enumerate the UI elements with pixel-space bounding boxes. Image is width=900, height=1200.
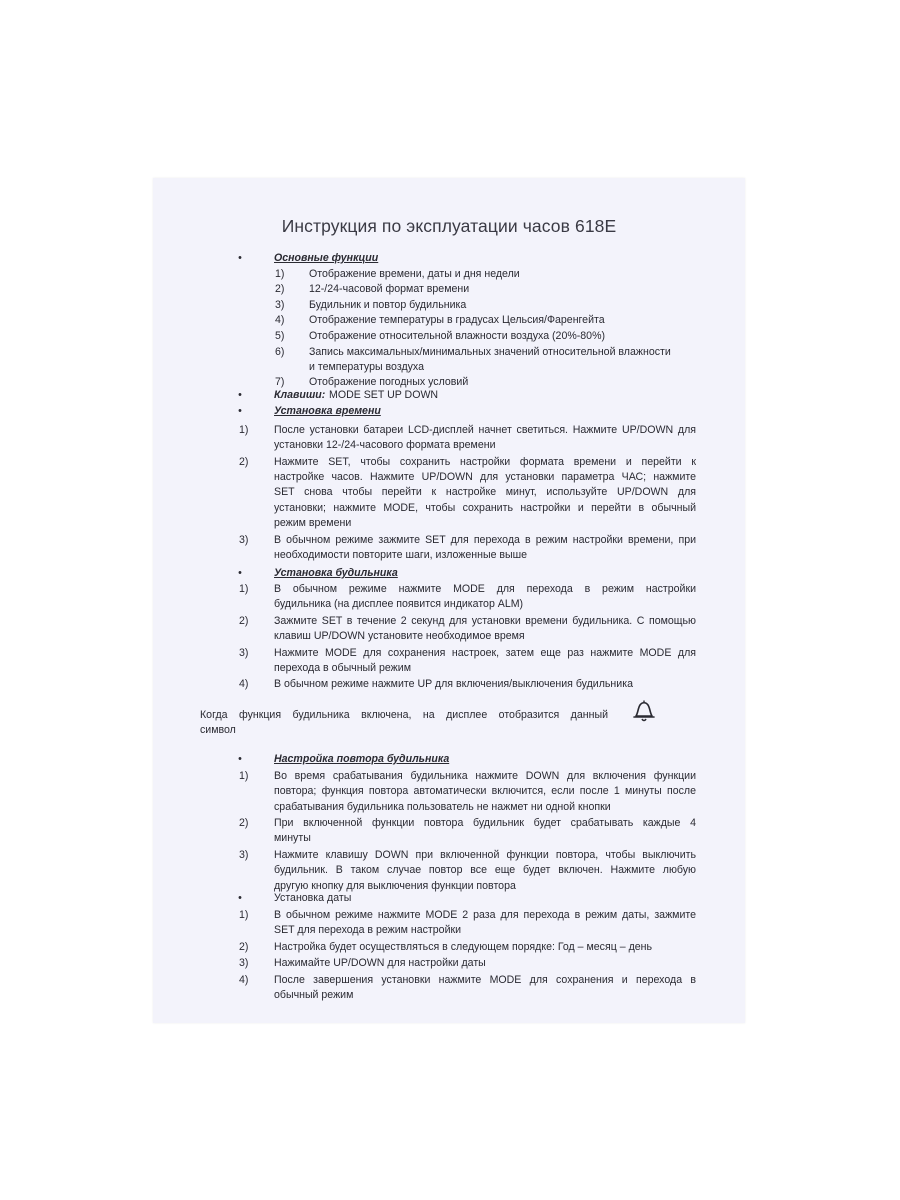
item-text: Отображение относительной влажности воздуха (20%-80%)	[309, 329, 606, 342]
item-text: SET снова чтобы перейти к настройке минут, используйте UP/DOWN для	[274, 486, 696, 499]
item-text: Отображение погодных условий	[309, 376, 469, 389]
item-text: клавиш UP/DOWN установите необходимое время	[274, 630, 525, 643]
item-number: 2)	[239, 614, 249, 627]
item-number: 2)	[275, 283, 285, 296]
item-number: 1)	[239, 583, 249, 595]
item-number: 3)	[239, 848, 249, 861]
item-number: 4)	[239, 973, 249, 986]
bullet-icon: •	[238, 567, 242, 579]
item-text: Во время срабатывания будильника нажмите DOWN для включения функции	[274, 770, 696, 782]
item-text: 12-/24-часовой формат времени	[309, 283, 470, 296]
bullet-icon: •	[238, 405, 242, 417]
item-text: В обычном режиме нажмите MODE для перехода в режим настройки	[274, 583, 696, 595]
item-text: установки; нажмите MODE, чтобы сохранить настройки и перейти в обычный	[274, 501, 696, 514]
item-text: Нажимайте UP/DOWN для настройки даты	[274, 957, 486, 970]
item-text: SET для перехода в режим настройки	[274, 924, 462, 937]
item-text: В обычном режиме нажмите UP для включения/выключения будильника	[274, 678, 633, 691]
item-text: Будильник и повтор будильника	[309, 298, 467, 311]
alarm-note-text: Когда функция будильника включена, на дисплее отобразится данный	[200, 709, 608, 721]
item-text: В обычном режиме зажмите SET для перехода в режим настройки времени, при	[274, 533, 696, 546]
item-text: будильник. В таком случае повтор все еще будет включен. Нажмите любую	[274, 864, 696, 877]
item-text: Запись максимальных/минимальных значений относительной влажности	[309, 345, 671, 358]
document-page	[153, 178, 745, 1023]
section-heading-alarm: Установка будильника	[274, 567, 398, 579]
item-text: настройке часов. Нажмите UP/DOWN для установки параметра ЧАС; нажмите	[274, 471, 696, 484]
item-text: Отображение времени, даты и дня недели	[309, 267, 520, 280]
item-text: и температуры воздуха	[309, 360, 424, 373]
item-text: режим времени	[274, 517, 352, 529]
keys-value: MODE SET UP DOWN	[329, 389, 439, 401]
item-number: 6)	[275, 345, 285, 358]
item-text: После установки батареи LCD-дисплей начнет светиться. Нажмите UP/DOWN для	[274, 424, 696, 436]
item-number: 2)	[239, 817, 249, 830]
alarm-note-text: символ	[200, 724, 236, 736]
bullet-icon: •	[238, 389, 242, 401]
item-text: установки 12-/24-часового формата времени	[274, 439, 496, 452]
item-text: Отображение температуры в градусах Цельсия/Фаренгейта	[309, 314, 605, 327]
item-text: другую кнопку для выключения функции повтора	[274, 879, 516, 892]
section-heading-snooze: Настройка повтора будильника	[274, 753, 450, 765]
item-text: Нажмите MODE для сохранения настроек, затем еще раз нажмите MODE для	[274, 646, 696, 659]
item-text: необходимости повторите шаги, изложенные выше	[274, 548, 528, 561]
item-number: 4)	[275, 314, 285, 327]
item-text: Настройка будет осуществляться в следующем порядке: Год – месяц – день	[274, 940, 653, 953]
item-number: 1)	[239, 770, 249, 782]
item-number: 7)	[275, 376, 285, 389]
section-heading-time: Установка времени	[274, 405, 381, 417]
item-number: 5)	[275, 329, 285, 342]
section-heading-basic: Основные функции	[274, 252, 379, 264]
item-text: Зажмите SET в течение 2 секунд для установки времени будильника. С помощью	[274, 614, 696, 627]
item-text: При включенной функции повтора будильник будет срабатывать каждые 4	[274, 817, 696, 830]
item-number: 3)	[239, 533, 249, 546]
item-text: будильника (на дисплее появится индикатор ALM)	[274, 598, 524, 611]
bullet-icon: •	[238, 252, 242, 264]
item-text: срабатывания будильника пользователь не нажмет ни одной кнопки	[274, 800, 611, 813]
keys-label: Клавиши:	[274, 389, 326, 401]
item-number: 3)	[275, 298, 285, 311]
document-title: Инструкция по эксплуатации часов 618E	[281, 216, 617, 236]
item-text: перехода в обычный режим	[274, 661, 411, 674]
item-number: 2)	[239, 455, 249, 468]
item-number: 1)	[239, 424, 249, 436]
item-number: 3)	[239, 646, 249, 659]
item-text: минуты	[274, 832, 311, 845]
item-text: Нажмите клавишу DOWN при включенной функции повтора, чтобы выключить	[274, 848, 696, 861]
bullet-icon: •	[238, 892, 242, 904]
item-text: В обычном режиме нажмите MODE 2 раза для перехода в режим даты, зажмите	[274, 909, 696, 921]
item-text: Нажмите SET, чтобы сохранить настройки формата времени и перейти к	[274, 455, 696, 468]
section-heading-date: Установка даты	[274, 892, 352, 904]
item-text: повтора; функция повтора автоматически включится, если после 1 минуты после	[274, 785, 696, 798]
item-number: 2)	[239, 940, 249, 953]
item-number: 4)	[239, 678, 249, 691]
item-text: После завершения установки нажмите MODE для сохранения и перехода в	[274, 973, 696, 986]
item-number: 3)	[239, 957, 249, 970]
item-text: обычный режим	[274, 989, 354, 1002]
item-number: 1)	[275, 267, 285, 280]
bell-icon	[631, 698, 657, 724]
item-number: 1)	[239, 909, 249, 921]
bullet-icon: •	[238, 753, 242, 765]
